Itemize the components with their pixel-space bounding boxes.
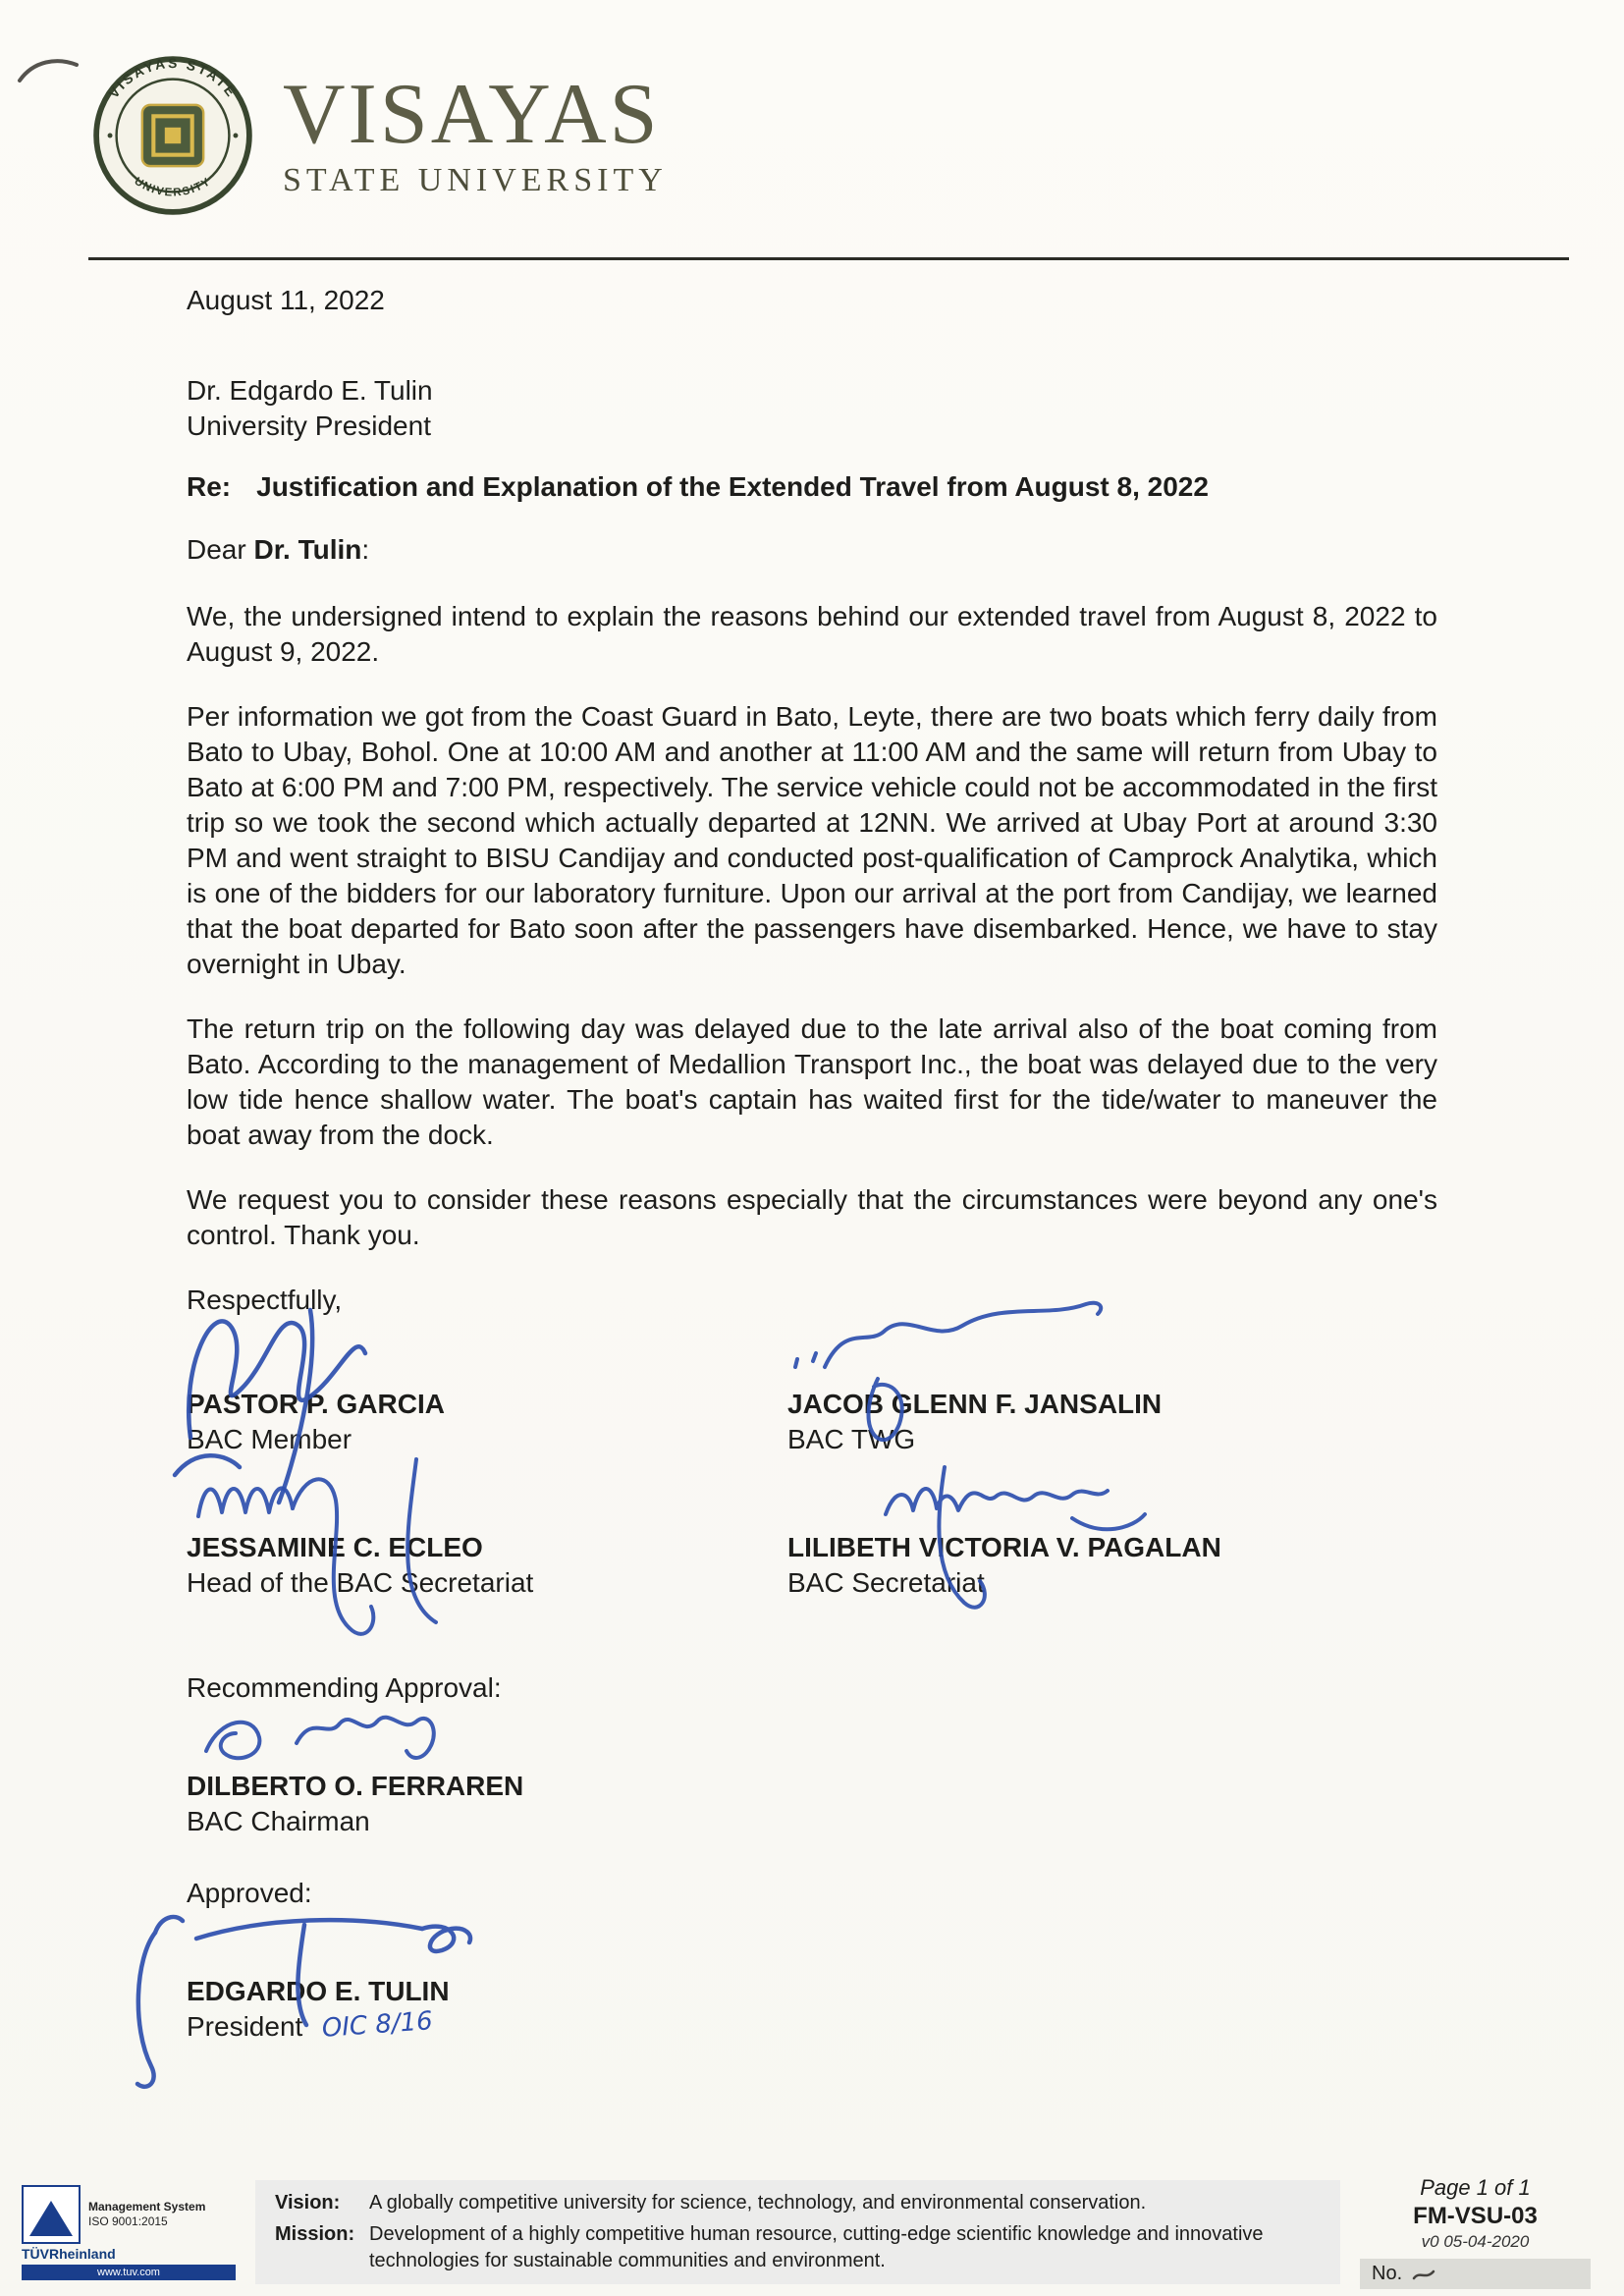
subject-text: Justification and Explanation of the Extended Travel from August 8, 2022	[256, 471, 1209, 502]
salutation	[187, 532, 1437, 568]
vision-mission-panel	[255, 2180, 1340, 2284]
body-paragraph: We request you to consider these reasons especially that the circumstances were beyond any one's control. Thank you.	[187, 1184, 1437, 1250]
iso-line1: Management System	[88, 2199, 206, 2214]
mission-label: Mission:	[275, 2223, 355, 2245]
recipient-title: University President	[187, 410, 431, 441]
university-subtitle: STATE UNIVERSITY	[283, 162, 668, 198]
signatory-block	[787, 1530, 1437, 1601]
closing-line: Respectfully,	[187, 1285, 343, 1315]
signatory-title: Head of the BAC Secretariat	[187, 1567, 534, 1598]
tuv-website: www.tuv.com	[22, 2265, 236, 2280]
vision-text: A globally competitive university for science, technology, and environmental conservation.	[369, 2192, 1147, 2214]
document-number-field	[1360, 2259, 1591, 2289]
letterhead	[92, 55, 668, 216]
letter-body	[187, 283, 1437, 2046]
footer	[0, 2172, 1624, 2296]
mission-text: Development of a highly competitive human resource, cutting-edge scientific knowledge and innovative technologies for sustainable communities and environment.	[369, 2223, 1264, 2271]
signatory-title	[187, 2006, 1437, 2046]
mission-row	[275, 2221, 1321, 2274]
subject-label: Re:	[187, 471, 232, 502]
signatory-title: BAC Member	[187, 1424, 352, 1454]
signatory-title: BAC Secretariat	[787, 1567, 985, 1598]
letter-date: August 11, 2022	[187, 285, 385, 315]
signatory-name: PASTOR P. GARCIA	[187, 1389, 445, 1419]
tuv-triangle-icon	[29, 2201, 73, 2236]
recommending-approval-label: Recommending Approval:	[187, 1672, 502, 1703]
page-number: Page 1 of 1	[1420, 2175, 1531, 2200]
vision-row	[275, 2190, 1321, 2216]
handwritten-tick	[1412, 2267, 1437, 2282]
salutation-prefix: Dear	[187, 534, 254, 565]
university-wordmark	[283, 67, 668, 199]
signatory-block	[187, 1530, 787, 1601]
iso-line2: ISO 9001:2015	[88, 2214, 168, 2228]
tuv-certification-mark	[22, 2185, 236, 2280]
tuv-brand-text: TÜVRheinland	[22, 2245, 116, 2262]
header-divider	[88, 257, 1569, 260]
signatory-name: LILIBETH VICTORIA V. PAGALAN	[787, 1532, 1221, 1562]
approved-signatory-block	[187, 1974, 1437, 2046]
vision-label: Vision:	[275, 2192, 341, 2214]
svg-text:VISAYAS STATE: VISAYAS STATE	[105, 55, 241, 101]
body-paragraph: We, the undersigned intend to explain the reasons behind our extended travel from August 8, 2022 to August 9, 2022.	[187, 601, 1437, 667]
no-label: No.	[1372, 2263, 1403, 2284]
signatory-block	[187, 1387, 787, 1457]
form-info-panel	[1360, 2175, 1591, 2289]
subject-line	[187, 469, 1437, 505]
body-paragraph: The return trip on the following day was delayed due to the late arrival also of the boat coming from Bato. According to the management of Medallion Transport Inc., the boat was delayed due to the very low tide hence shallow water. The boat's captain has waited first for the tide/water to maneuver the boat away from the dock.	[187, 1013, 1437, 1150]
signatory-block	[787, 1387, 1437, 1457]
signatory-name: JACOB GLENN F. JANSALIN	[787, 1389, 1163, 1419]
tuv-logo	[22, 2185, 81, 2244]
recommending-signatory-block	[187, 1769, 1437, 1839]
iso-certification-text	[88, 2200, 205, 2229]
handwritten-oic-note: OIC 8/16	[321, 2006, 434, 2044]
signatory-name: DILBERTO O. FERRAREN	[187, 1771, 524, 1801]
university-name: VISAYAS	[283, 67, 661, 162]
university-seal	[92, 55, 253, 216]
pen-mark-artifact	[16, 51, 84, 90]
body-paragraph: Per information we got from the Coast Guard in Bato, Leyte, there are two boats which ferry daily from Bato to Ubay, Bohol. One at 10:00 AM and another at 11:00 AM and the same will return from Ubay to Bato at 6:00 PM and 7:00 PM, respectively. The service vehicle could not be accommodated in the first trip so we took the second which actually departed at 12NN. We arrived at Ubay Port at around 3:30 PM and went straight to BISU Candijay and conducted post-qualification of Camprock Analytika, which is one of the bidders for our laboratory furniture. Upon our arrival at the port from Candijay, we learned that the boat departed for Bato soon after the passengers have disembarked. Hence, we have to stay overnight in Ubay.	[187, 701, 1437, 979]
salutation-suffix: :	[361, 534, 370, 565]
form-version: v0 05-04-2020	[1421, 2232, 1530, 2251]
signatory-grid	[187, 1387, 1437, 1601]
svg-text:UNIVERSITY: UNIVERSITY	[132, 175, 214, 199]
signatory-title: BAC TWG	[787, 1424, 916, 1454]
signatory-name: EDGARDO E. TULIN	[187, 1976, 450, 2006]
salutation-name: Dr. Tulin	[253, 534, 362, 565]
president-title: President	[187, 2011, 303, 2042]
approved-label: Approved:	[187, 1878, 312, 1908]
form-code: FM-VSU-03	[1413, 2203, 1538, 2229]
signatory-title: BAC Chairman	[187, 1806, 370, 1836]
signatory-name: JESSAMINE C. ECLEO	[187, 1532, 483, 1562]
recipient-block	[187, 373, 1437, 444]
recipient-name: Dr. Edgardo E. Tulin	[187, 375, 433, 406]
